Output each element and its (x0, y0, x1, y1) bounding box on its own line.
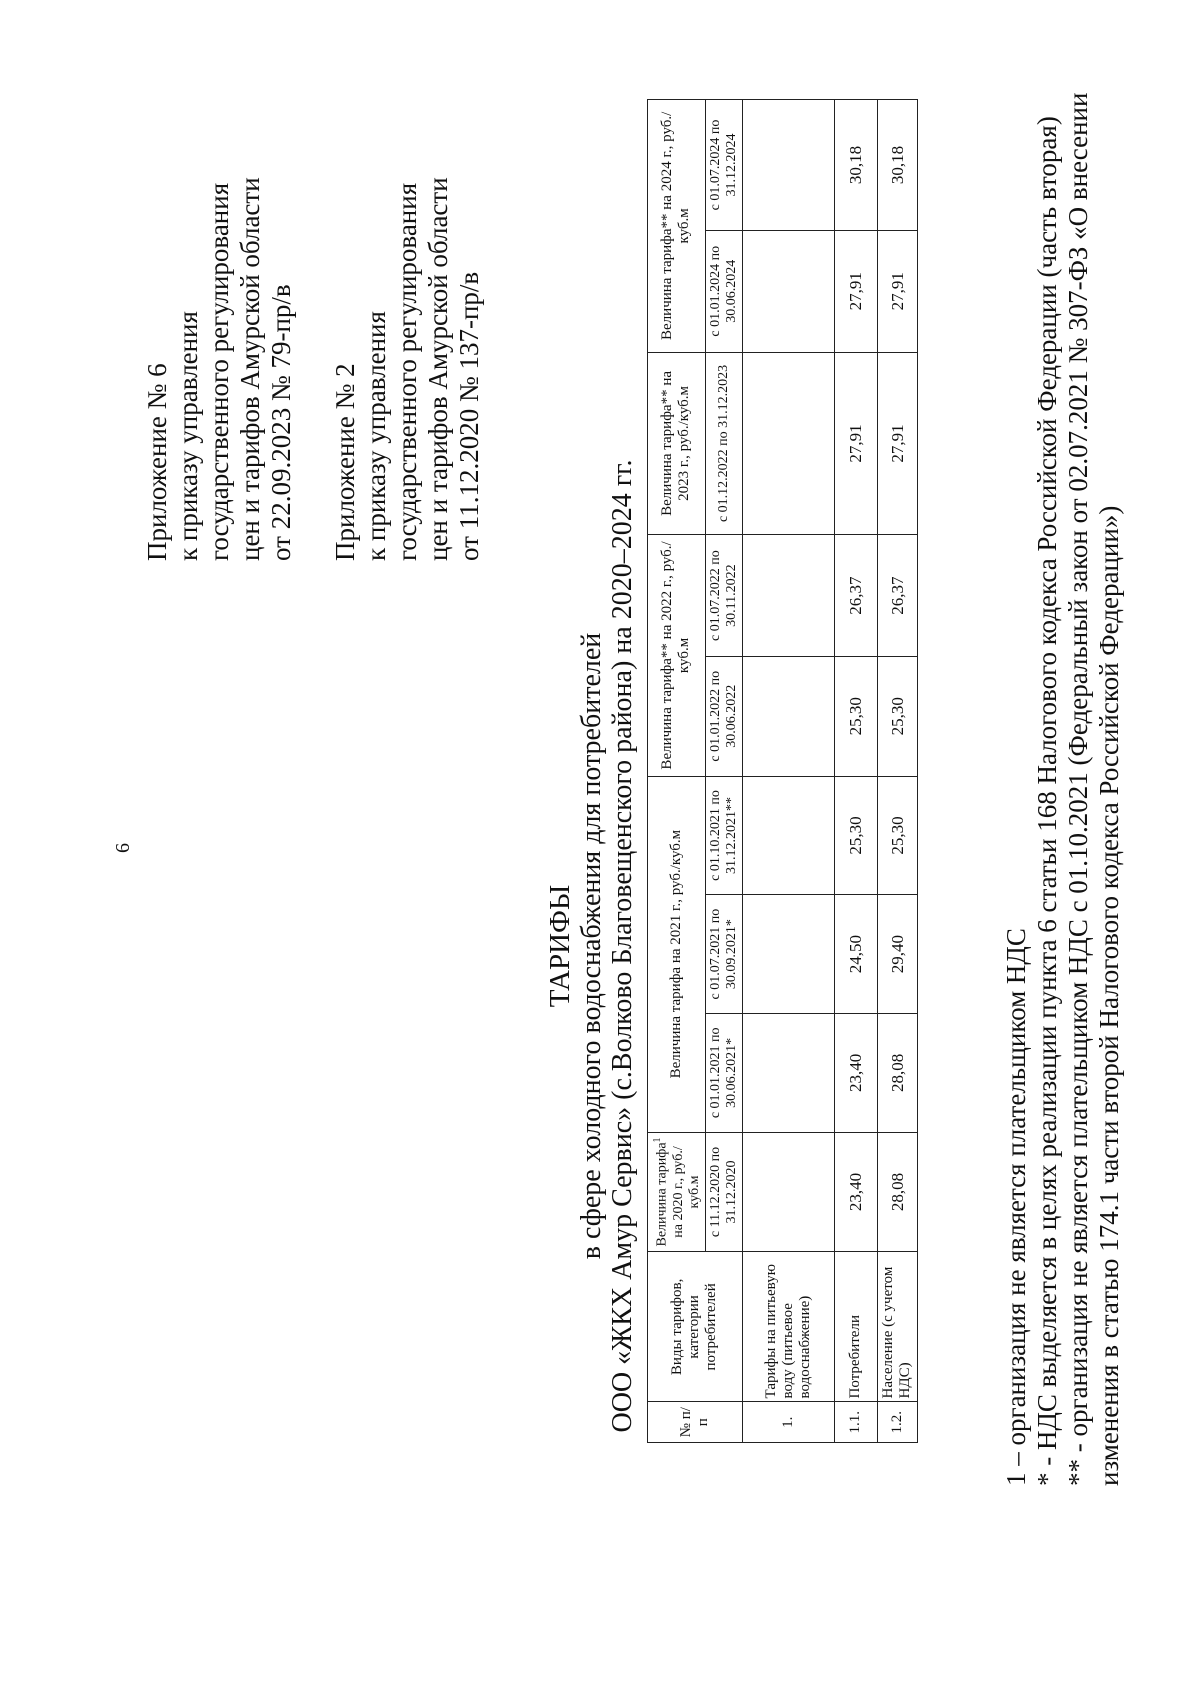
period-cell: с 01.07.2022 по 30.11.2022 (705, 535, 742, 657)
header-row (648, 100, 706, 1443)
header-2020 (648, 1132, 706, 1252)
empty-cell (742, 230, 834, 352)
footnotes (1001, 66, 1125, 1486)
header-2024: Величина тарифа** на 2024 г., руб./куб.м (648, 100, 706, 353)
tariff-value: 27,91 (877, 352, 917, 535)
table-group-row (742, 100, 834, 1443)
header-num: № п/п (648, 1402, 743, 1443)
header-2023: Величина тарифа** на 2023 г., руб./куб.м (648, 352, 706, 535)
footnote-ref: 1 (652, 1137, 663, 1143)
page-number: 6 (112, 843, 134, 853)
empty-cell (742, 656, 834, 776)
tariff-value: 26,37 (877, 535, 917, 657)
appendix-line: государственного регулирования (204, 182, 234, 561)
appendix-line: цен и тарифов Амурской области (423, 177, 453, 561)
empty-cell (742, 535, 834, 657)
table-row (834, 100, 877, 1443)
title-heading: ТАРИФЫ (544, 884, 576, 1008)
title-subline: в сфере холодного водоснабжения для потребителей (576, 632, 607, 1260)
empty-cell (742, 895, 834, 1014)
header-2021: Величина тарифа на 2021 г., руб./куб.м (648, 776, 706, 1132)
period-cell: с 01.10.2021 по 31.12.2021** (705, 776, 742, 895)
appendix-note-1 (142, 177, 297, 561)
tariff-value: 28,08 (877, 1013, 917, 1132)
empty-cell (742, 352, 834, 535)
period-cell: с 01.01.2021 по 30.06.2021* (705, 1013, 742, 1132)
row-num: 1. (742, 1402, 834, 1443)
footnote-line: * - НДС выделяется в целях реализации пункта 6 статьи 168 Налогового кодекса Российской Федерации (часть вторая) (1032, 116, 1062, 1486)
empty-cell (742, 776, 834, 895)
tariff-value: 23,40 (834, 1132, 877, 1252)
title-organization: ООО «ЖКХ Амур Сервис» (с.Волково Благовещенского района) на 2020–2024 гг. (607, 459, 638, 1433)
period-cell: с 01.01.2022 по 30.06.2022 (705, 656, 742, 776)
footnote-line: ** - организация не является плательщиком НДС с 01.10.2021 (Федеральный закон от 02.07.2021 № 307-ФЗ «О внесении (1063, 92, 1093, 1486)
tariff-value: 29,40 (877, 895, 917, 1014)
header-2020-label-b: на 2020 г., руб./куб.м (670, 1146, 702, 1238)
tariff-value: 26,37 (834, 535, 877, 657)
appendix-line: от 22.09.2023 № 79-пр/в (266, 284, 296, 561)
appendix-line: к приказу управления (173, 311, 203, 561)
header-2022: Величина тарифа** на 2022 г., руб./куб.м (648, 535, 706, 776)
footnote-line: 1 – организация не является плательщиком НДС (1001, 928, 1031, 1486)
period-cell: с 01.07.2021 по 30.09.2021* (705, 895, 742, 1014)
row-num: 1.1. (834, 1402, 877, 1443)
appendix-line: Приложение № 6 (142, 363, 172, 561)
tariff-value: 25,30 (834, 656, 877, 776)
appendix-line: цен и тарифов Амурской области (235, 177, 265, 561)
table-row (877, 100, 917, 1443)
row-num: 1.2. (877, 1402, 917, 1443)
tariff-value: 30,18 (877, 100, 917, 231)
tariff-value: 25,30 (877, 656, 917, 776)
tariff-value: 30,18 (834, 100, 877, 231)
appendix-line: к приказу управления (361, 311, 391, 561)
appendix-note-2 (330, 177, 485, 561)
period-cell: с 01.12.2022 по 31.12.2023 (705, 352, 742, 535)
header-type: Виды тарифов, категории потребителей (648, 1252, 743, 1402)
tariff-value: 27,91 (834, 352, 877, 535)
header-2020-label-a: Величина тарифа (654, 1142, 670, 1247)
tariff-value: 27,91 (877, 230, 917, 352)
tariff-value: 28,08 (877, 1132, 917, 1252)
empty-cell (742, 100, 834, 231)
appendix-line: от 11.12.2020 № 137-пр/в (454, 271, 484, 561)
tariff-table (647, 99, 918, 1443)
row-label: Население (с учетом НДС) (877, 1252, 917, 1402)
empty-cell (742, 1013, 834, 1132)
footnote-line: изменения в статью 174.1 части второй Налогового кодекса Российской Федерации») (1094, 505, 1124, 1486)
appendix-line: государственного регулирования (392, 182, 422, 561)
tariff-value: 23,40 (834, 1013, 877, 1132)
tariff-value: 27,91 (834, 230, 877, 352)
period-cell: с 01.07.2024 по 31.12.2024 (705, 100, 742, 231)
appendix-line: Приложение № 2 (330, 363, 360, 561)
tariff-value: 25,30 (834, 776, 877, 895)
row-label: Тарифы на питьевую воду (питьевое водоснабжение) (742, 1252, 834, 1402)
tariff-value: 24,50 (834, 895, 877, 1014)
tariff-value: 25,30 (877, 776, 917, 895)
row-label: Потребители (834, 1252, 877, 1402)
document-title (545, 396, 638, 1496)
period-cell: с 11.12.2020 по 31.12.2020 (705, 1132, 742, 1252)
empty-cell (742, 1132, 834, 1252)
period-cell: с 01.01.2024 по 30.06.2024 (705, 230, 742, 352)
period-row (705, 100, 742, 1443)
